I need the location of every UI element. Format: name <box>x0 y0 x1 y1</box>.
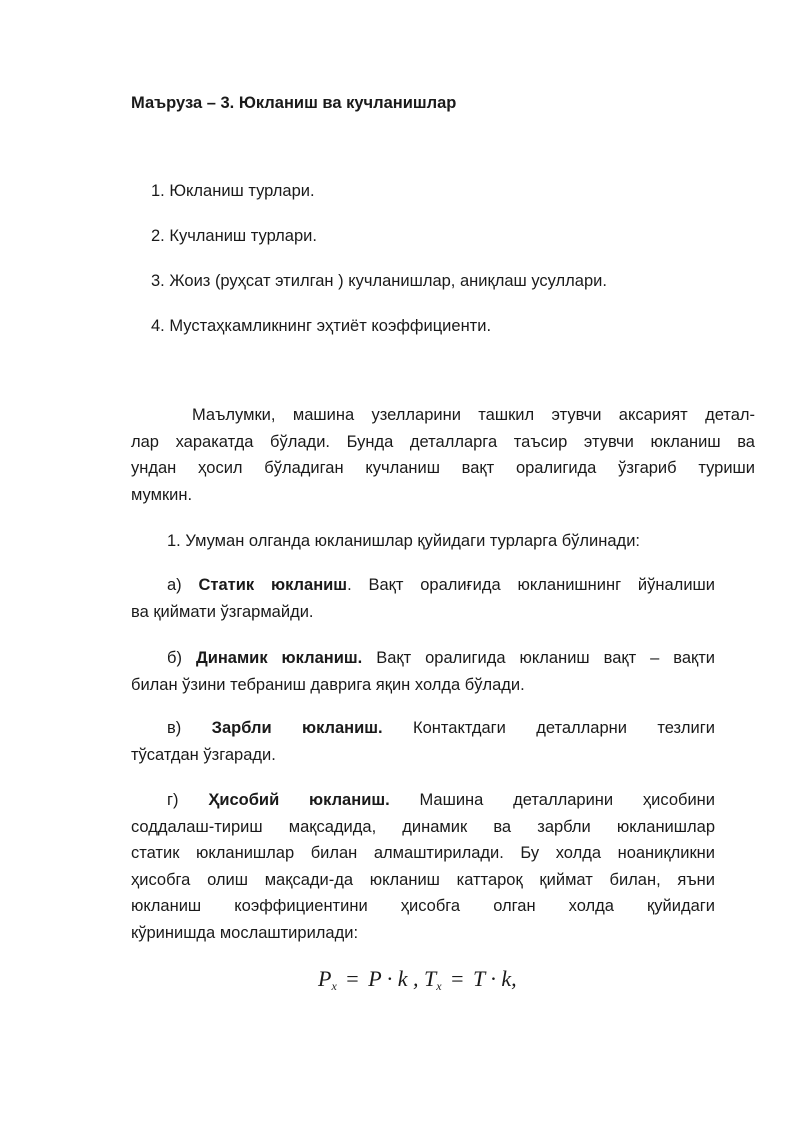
item-term: Ҳисобий юкланиш. <box>208 791 390 809</box>
outline-item-4: 4. Мустаҳкамликнинг эҳтиёт коэффициенти. <box>151 317 492 335</box>
intro-paragraph <box>131 402 755 508</box>
item-calculated-load <box>131 787 715 947</box>
item-static-load <box>131 572 715 625</box>
intro-line-4: мумкин. <box>131 485 193 504</box>
classification-intro: 1. Умуман олганда юкланишлар қуйидаги турларга бўлинади: <box>167 532 640 550</box>
formula-p-rhs: P · k , <box>368 966 419 991</box>
formula-t-symbol: T <box>424 966 437 991</box>
formula-equals: = <box>346 966 359 991</box>
item-marker: а) <box>167 576 182 594</box>
item-text-line-2: соддалаш-тириш мақсадида, динамик ва зарбли юкланишлар <box>131 817 715 836</box>
intro-line-2: лар харакатда бўлади. Бунда деталларга таъсир этувчи юкланиш ва <box>131 432 755 451</box>
item-text-line-3: статик юкланишлар билан алмаштирилади. Бу холда ноаниқликни <box>131 844 715 863</box>
item-term: Динамик юкланиш. <box>195 649 363 667</box>
item-text-line-6: кўринишда мослаштирилади: <box>131 923 359 942</box>
outline-item-2: 2. Кучланиш турлари. <box>151 227 317 245</box>
item-dynamic-load <box>131 645 715 698</box>
outline-item-1: 1. Юкланиш турлари. <box>151 182 315 200</box>
item-text: Вақт оралигида юкланиш вақт – вақти <box>362 649 716 667</box>
item-text-line-4: ҳисобга олиш мақсади-да юкланиш каттароқ қиймат билан, яъни <box>131 870 715 889</box>
outline-item-3: 3. Жоиз (руҳсат этилган ) кучланишлар, аниқлаш усуллари. <box>151 272 607 290</box>
formula-t-rhs: T · k, <box>473 966 517 991</box>
item-impact-load <box>131 715 715 768</box>
item-marker: б) <box>167 649 182 667</box>
formula-p-subscript: x <box>331 979 337 993</box>
item-text-line-2: ва қиймати ўзгармайди. <box>131 602 314 621</box>
item-term: Статик юкланиш <box>198 576 348 594</box>
formula-equals: = <box>451 966 464 991</box>
item-text: . Вақт оралиғида юкланишнинг йўналиши <box>347 576 715 594</box>
item-text: Машина деталларини ҳисобини <box>389 791 715 809</box>
item-marker: в) <box>167 719 182 737</box>
item-marker: г) <box>167 791 179 809</box>
item-term: Зарбли юкланиш. <box>211 719 383 737</box>
item-text-line-5: юкланиш коэффициентини ҳисобга олган холда қуйидаги <box>131 897 715 916</box>
intro-line-3: ундан ҳосил бўладиган кучланиш вақт оралигида ўзгариб туриши <box>131 459 755 478</box>
formula-p-symbol: P <box>318 966 332 991</box>
load-formula <box>318 966 517 994</box>
page-title: Маъруза – 3. Юкланиш ва кучланишлар <box>131 94 457 112</box>
formula-t-subscript: x <box>436 979 442 993</box>
item-text: Контактдаги деталларни тезлиги <box>382 719 715 737</box>
item-text-line-2: тўсатдан ўзгаради. <box>131 745 276 764</box>
item-text-line-2: билан ўзини тебраниш даврига яқин холда бўлади. <box>131 675 525 694</box>
intro-line-1: Маълумки, машина узелларини ташкил этувчи аксарият детал- <box>192 406 755 424</box>
